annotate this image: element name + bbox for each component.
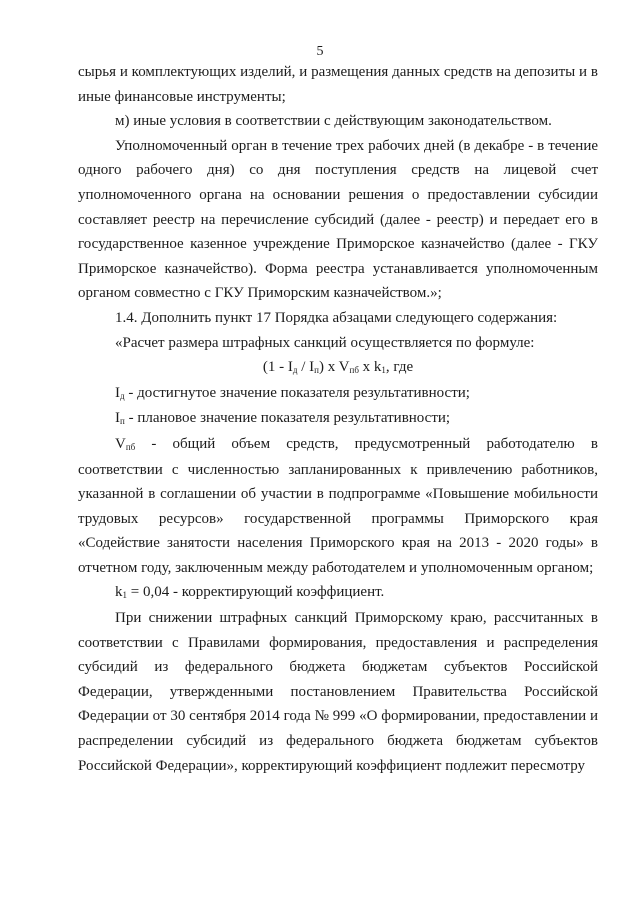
paragraph-amendment: 1.4. Дополнить пункт 17 Порядка абзацами следующего содержания: [115,309,558,326]
paragraph-formula-intro: «Расчет размера штрафных санкций осуществляется по формуле: [115,334,535,351]
paragraph-registry: Уполномоченный орган в течение трех рабочих дней (в декабре - в течение одного рабочего дня) со дня поступления средств на лицевой счет уполномоченного органа на основании решения о предоставлении субсидии составляет реестр на перечисление субсидий (далее - реестр) и передает его в государственное казенное учреждение Приморское казначейство (далее - ГКУ Приморское казначейство). Форма реестра устанавливается уполномоченным органом совместно с ГКУ Приморским казначейством.»; [78,137,598,302]
page-number: 5 [316,44,324,59]
paragraph-penalty-reduction: При снижении штрафных санкций Приморскому краю, рассчитанных в соответствии с Правилами формирования, предоставления и распределения субсидий из федерального бюджета бюджетам субъектов Российской Федерации, утвержденными постановлением Правительства Российской Федерации от 30 сентября 2014 года № 999 «О формировании, предоставлении и распределении субсидий из федерального бюджета бюджетам субъектов Российской Федерации», корректирующий коэффициент подлежит пересмотру [78,610,598,774]
document-body [78,60,598,778]
definition-i-d: $I_д$ - достигнутое значение показателя результативности; [115,384,470,401]
definition-v-pb: $V_{пб}$ - общий объем средств, предусмотренный работодателю в соответствии с численностью запланированных к привлечению работников, указанной в соглашении об участии в подпрограмме «Повышение мобильности трудовых ресурсов» государственной программы Приморского края «Содействие занятости населения Приморского края на 2013 - 2020 годы» в отчетном году, заключенным между работодателем и уполномоченным органом; [78,435,598,576]
paragraph-continuation: сырья и комплектующих изделий, и размещения данных средств на депозиты и в иные финансовые инструменты; [78,64,598,105]
formula: $(1 - I_д / I_п)$ x $V_{пб}$ x $k_1$, где [262,359,414,376]
definition-k1: $k_1 = 0,04$ - корректирующий коэффициент. [115,584,385,601]
definition-i-p: $I_п$ - плановое значение показателя результативности; [115,410,451,427]
paragraph-item-m: м) иные условия в соответствии с действующим законодательством. [115,113,552,130]
